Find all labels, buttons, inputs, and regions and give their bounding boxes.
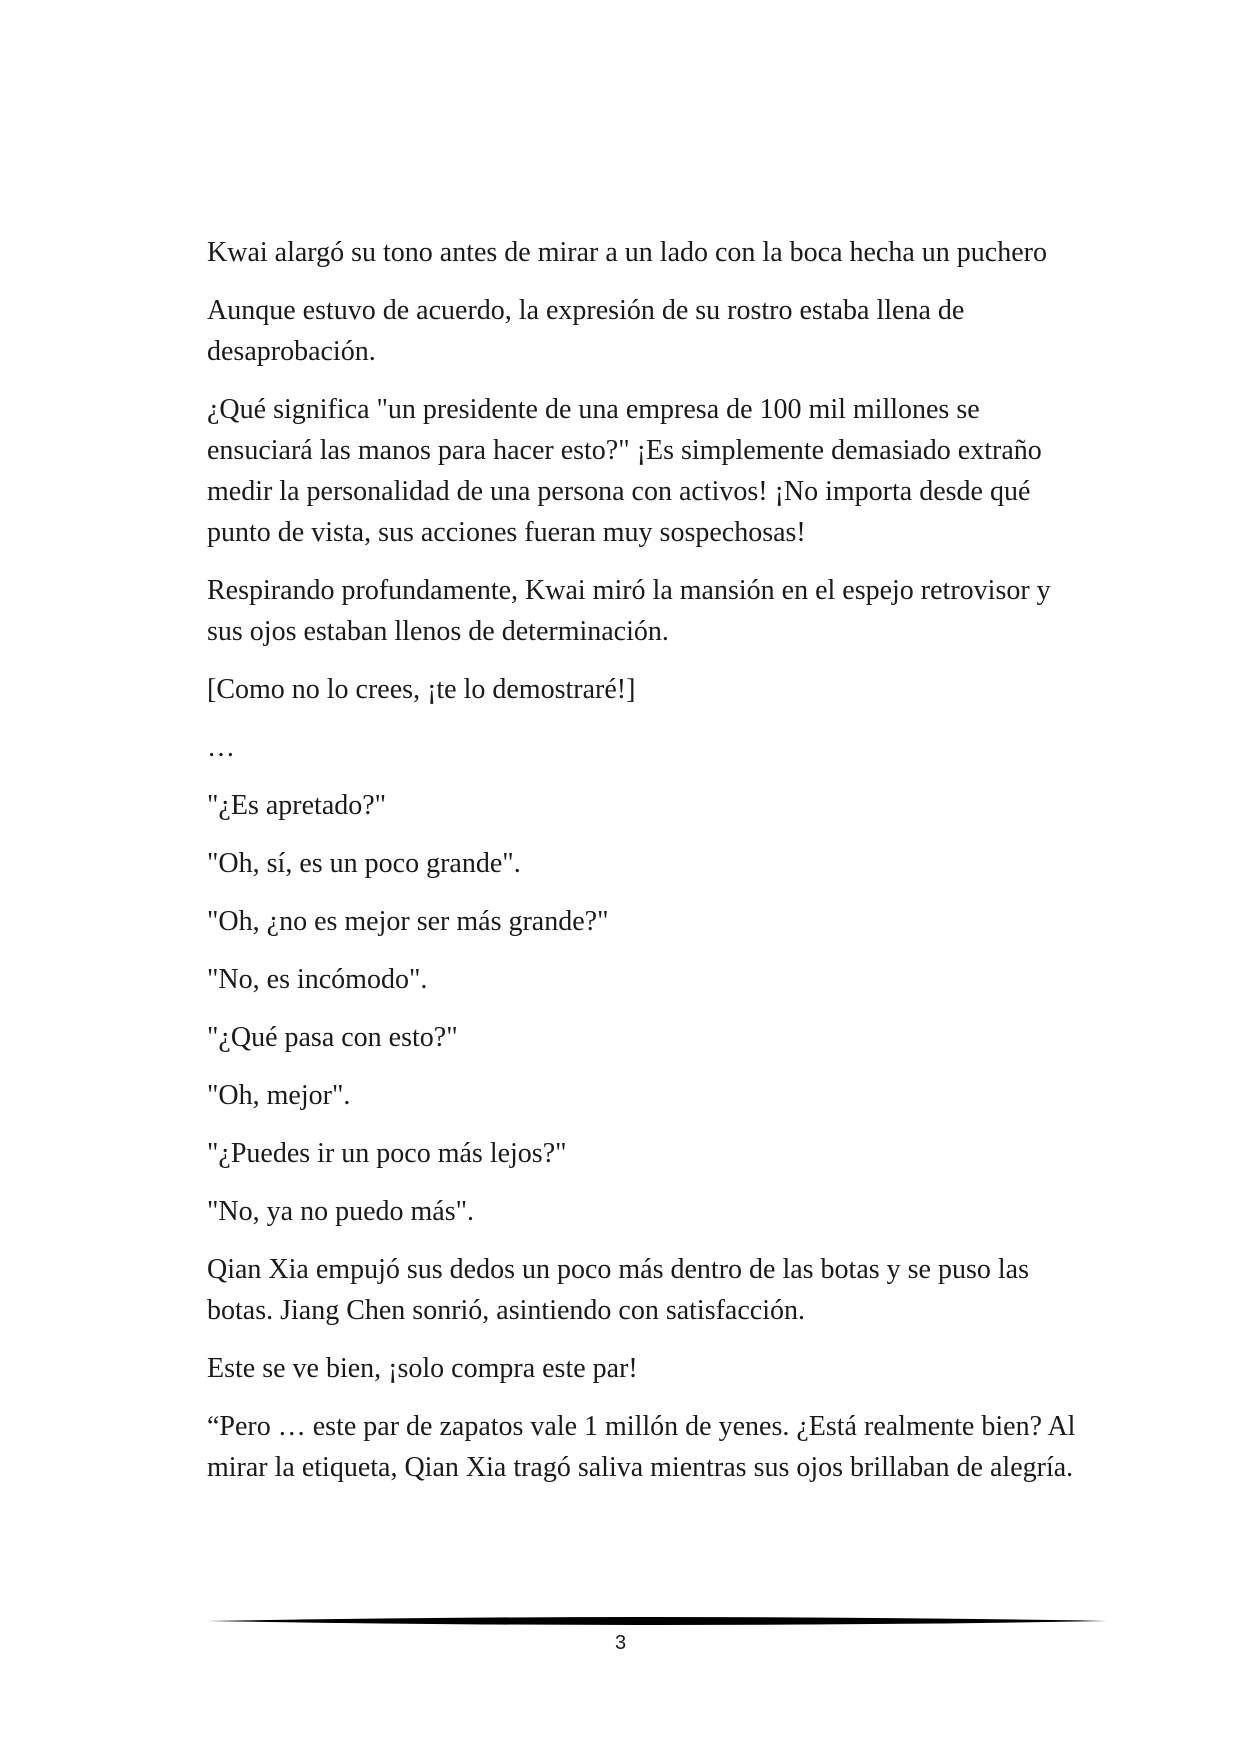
footer-divider <box>207 1614 1107 1628</box>
paragraph: [Como no lo crees, ¡te lo demostraré!] <box>207 674 636 705</box>
paragraph: Aunque estuvo de acuerdo, la expresión de su rostro estaba llena de desaprobación. <box>207 295 965 367</box>
dialogue-line: "No, es incómodo". <box>207 964 428 995</box>
dialogue-line: "Oh, sí, es un poco grande". <box>207 848 521 879</box>
dialogue-line: "¿Es apretado?" <box>207 790 387 821</box>
paragraph: Este se ve bien, ¡solo compra este par! <box>207 1353 638 1384</box>
paragraph: Kwai alargó su tono antes de mirar a un lado con la boca hecha un puchero <box>207 237 1047 268</box>
paragraph: Qian Xia empujó sus dedos un poco más dentro de las botas y se puso las botas. Jiang Chen sonrió, asintiendo con satisfacción. <box>207 1254 1029 1326</box>
paragraph: ¿Qué significa "un presidente de una empresa de 100 mil millones se ensuciará las manos para hacer esto?" ¡Es simplemente demasiado extraño medir la personalidad de una persona con activos! ¡No importa desde qué punto de vista, sus acciones fueran muy sospechosas! <box>207 394 1042 548</box>
paragraph: Respirando profundamente, Kwai miró la mansión en el espejo retrovisor y sus ojos estaban llenos de determinación. <box>207 575 1051 647</box>
dialogue-line: "No, ya no puedo más". <box>207 1196 475 1227</box>
dialogue-line: "¿Puedes ir un poco más lejos?" <box>207 1138 567 1169</box>
page-body <box>207 232 1087 1505</box>
dialogue-line: "Oh, ¿no es mejor ser más grande?" <box>207 906 609 937</box>
dialogue-line: "Oh, mejor". <box>207 1080 351 1111</box>
paragraph: “Pero … este par de zapatos vale 1 millón de yenes. ¿Está realmente bien? Al mirar la etiqueta, Qian Xia tragó saliva mientras sus ojos brillaban de alegría. <box>207 1411 1076 1483</box>
scene-break: … <box>207 732 235 763</box>
page-number: 3 <box>614 1632 627 1654</box>
dialogue-line: "¿Qué pasa con esto?" <box>207 1022 458 1053</box>
